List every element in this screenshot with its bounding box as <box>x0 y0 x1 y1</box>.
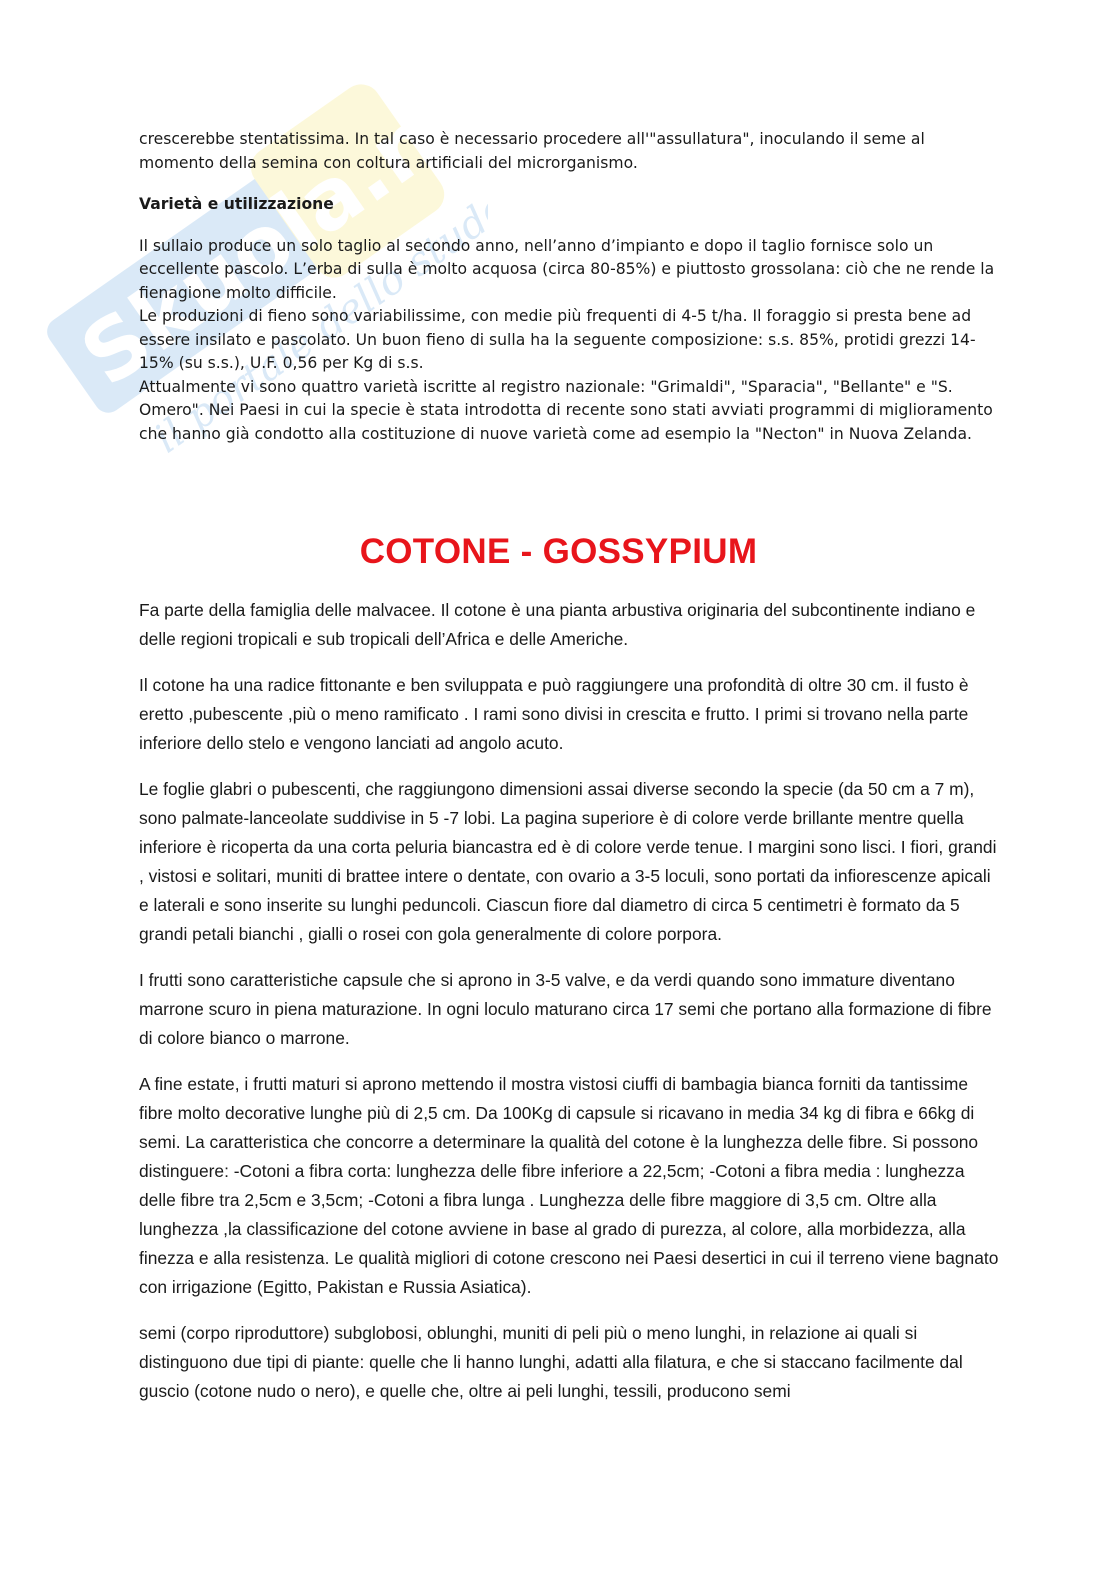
varieties-line-1: Il sullaio produce un solo taglio al secondo anno, nell’anno d’impianto e dopo il taglio fornisce solo un eccellente pascolo. L’erba di sulla è molto acquosa (circa 80-85%) e piuttosto grossolana: ciò che ne rende la fienagione molto difficile. <box>139 236 995 302</box>
paragraph-seeds: semi (corpo riproduttore) subglobosi, oblunghi, muniti di peli più o meno lunghi, in relazione ai quali si distinguono due tipi di piante: quelle che li hanno lunghi, adatti alla filatura, e che si staccano facilmente dal guscio (cotone nudo o nero), e quelle che, oltre ai peli lunghi, tessili, producono semi <box>139 1323 963 1401</box>
watermark-slogan-text: il portale dello studente <box>145 146 488 463</box>
paragraph-family: Fa parte della famiglia delle malvacee. Il cotone è una pianta arbustiva originaria del subcontinente indiano e delle regioni tropicali e sub tropicali dell’Africa e delle Americhe. <box>139 600 976 649</box>
section-title: COTONE - GOSSYPIUM <box>359 532 758 571</box>
paragraph-fibers: A fine estate, i frutti maturi si aprono mettendo il mostra vistosi ciuffi di bambagia bianca forniti da tantissime fibre molto decorative lunghe più di 2,5 cm. Da 100Kg di capsule si ricavano in media 34 kg di fibra e 66kg di semi. La caratteristica che concorre a determinare la qualità del cotone è la lunghezza delle fibre. Si possono distinguere: -Cotoni a fibra corta: lunghezza delle fibre inferiore a 22,5cm; -Cotoni a fibra media : lunghezza delle fibre tra 2,5cm e 3,5cm; -Cotoni a fibra lunga . Lunghezza delle fibre maggiore di 3,5 cm. Oltre alla lunghezza ,la classificazione del cotone avviene in base al grado di purezza, al colore, alla morbidezza, alla finezza e alla resistenza. Le qualità migliori di cotone crescono nei Paesi desertici in cui il terreno viene bagnato con irrigazione (Egitto, Pakistan e Russia Asiatica). <box>139 1074 999 1297</box>
intro-paragraph: crescerebbe stentatissima. In tal caso è necessario procedere all'"assullatura", inoculando il seme al momento della semina con coltura artificiali del microrganismo. <box>139 130 925 172</box>
previous-section-block <box>139 128 999 446</box>
varieties-line-3: Attualmente vi sono quattro varietà iscritte al registro nazionale: "Grimaldi", "Sparacia", "Bellante" e "S. Omero". Nei Paesi in cui la specie è stata introdotta di recente sono stati avviati programmi di miglioramento che hanno già condotto alla costituzione di nuove varietà come ad esempio la "Necton" in Nuova Zelanda. <box>139 377 993 443</box>
varieties-line-2: Le produzioni di fieno sono variabilissime, con medie più frequenti di 4-5 t/ha. Il foraggio si presta bene ad essere insilato e pascolato. Un buon fieno di sulla ha la seguente composizione: s.s. 85%, protidi grezzi 14-15% (su s.s.), U.F. 0,56 per Kg di s.s. <box>139 307 976 372</box>
paragraph-fruits: I frutti sono caratteristiche capsule che si aprono in 3-5 valve, e da verdi quando sono immature diventano marrone scuro in piena maturazione. In ogni loculo maturano circa 17 semi che portano alla formazione di fibre di colore bianco o marrone. <box>139 970 992 1048</box>
paragraph-leaves-flowers: Le foglie glabri o pubescenti, che raggiungono dimensioni assai diverse secondo la specie (da 50 cm a 7 m), sono palmate-lanceolate suddivise in 5 -7 lobi. La pagina superiore è di colore verde brillante mentre quella inferiore è ricoperta da una corta peluria biancastra ed è di colore verde tenue. I margini sono lisci. I fiori, grandi , vistosi e solitari, muniti di brattee intere o dentate, con ovario a 3-5 loculi, sono portati da infiorescenze apicali e laterali e sono inserite su lunghi peduncoli. Ciascun fiore dal diametro di circa 5 centimetri è formato da 5 grandi petali bianchi , gialli o rosei con gola generalmente di colore porpora. <box>139 779 997 944</box>
watermark-brand-text: Skuola.net <box>63 33 488 406</box>
varieties-subheading: Varietà e utilizzazione <box>139 195 334 213</box>
paragraph-root-stem: Il cotone ha una radice fittonante e ben sviluppata e può raggiungere una profondità di oltre 30 cm. il fusto è eretto ,pubescente ,più o meno ramificato . I rami sono divisi in crescita e frutto. I primi si trovano nella parte inferiore dello stelo e vengono lanciati ad angolo acuto. <box>139 675 969 753</box>
cotton-section-body <box>139 596 1001 1423</box>
